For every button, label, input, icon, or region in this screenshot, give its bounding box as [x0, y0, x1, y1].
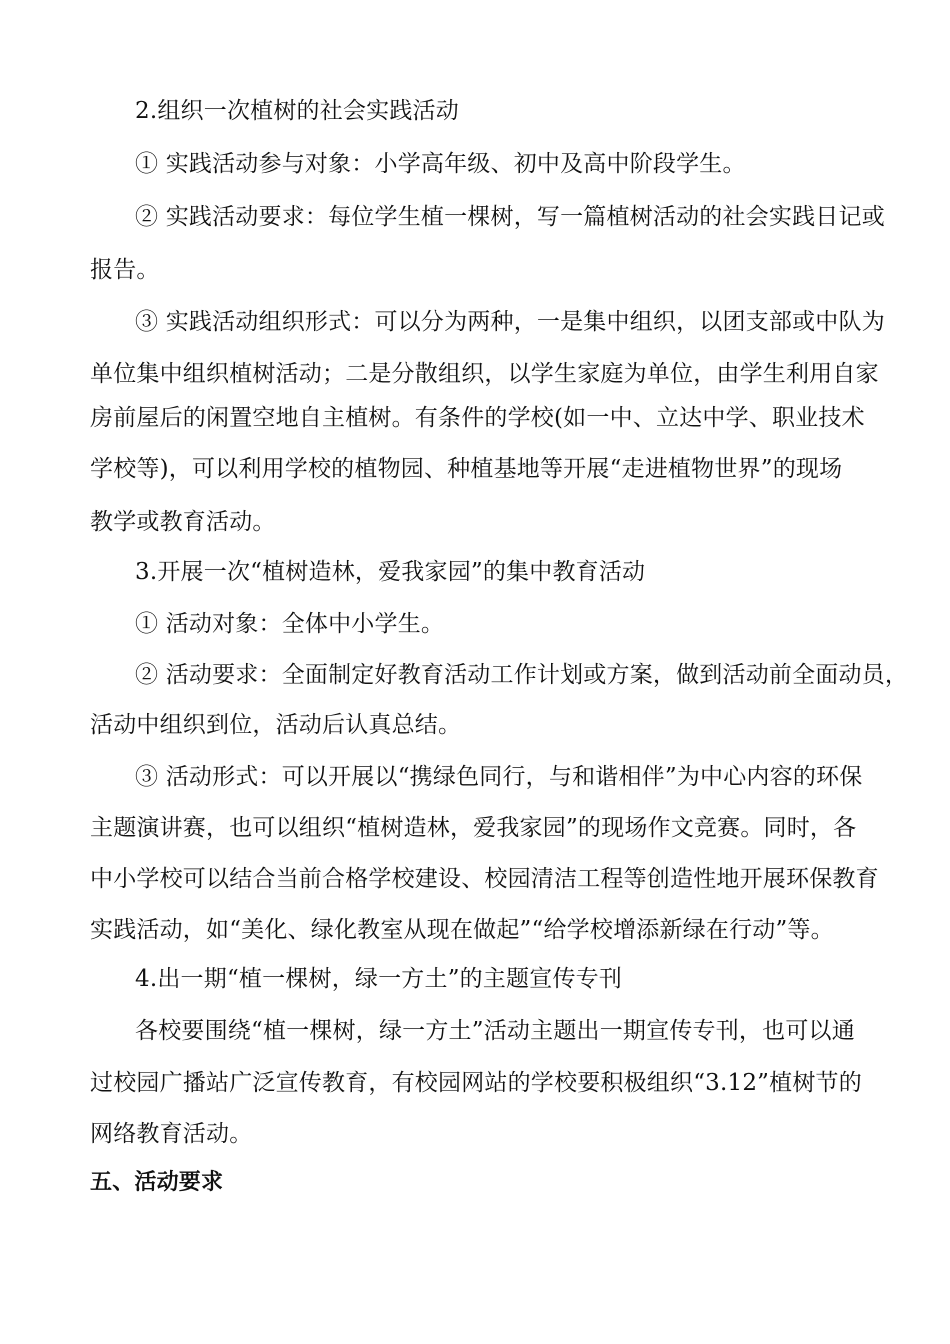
paragraph-line: 中小学校可以结合当前合格学校建设、校园清洁工程等创造性地开展环保教育	[90, 866, 879, 892]
paragraph-line: ③ 实践活动组织形式：可以分为两种，一是集中组织，以团支部或中队为	[135, 309, 885, 335]
paragraph-line: ① 活动对象：全体中小学生。	[135, 611, 445, 637]
paragraph-line: 主题演讲赛，也可以组织“植树造林，爱我家园”的现场作文竞赛。同时，各	[90, 815, 857, 841]
paragraph-line: 教学或教育活动。	[90, 509, 276, 535]
section-heading-activity-requirements: 五、活动要求	[90, 1170, 224, 1195]
paragraph-line: 实践活动，如“美化、绿化教室从现在做起”“给学校增添新绿在行动”等。	[90, 917, 834, 943]
subheading-promotion-issue: 4.出一期“植一棵树，绿一方土”的主题宣传专刊	[135, 966, 623, 992]
subheading-tree-planting-practice: 2.组织一次植树的社会实践活动	[135, 98, 459, 124]
paragraph-line: ② 实践活动要求：每位学生植一棵树，写一篇植树活动的社会实践日记或	[135, 204, 885, 230]
paragraph-line: 各校要围绕“植一棵树，绿一方土”活动主题出一期宣传专刊，也可以通	[135, 1018, 855, 1044]
paragraph-line: ③ 活动形式：可以开展以“携绿色同行，与和谐相伴”为中心内容的环保	[135, 764, 863, 790]
subheading-collective-education: 3.开展一次“植树造林，爱我家园”的集中教育活动	[135, 559, 646, 585]
paragraph-line: 房前屋后的闲置空地自主植树。有条件的学校(如一中、立达中学、职业技术	[90, 405, 865, 431]
paragraph-line: 活动中组织到位，活动后认真总结。	[90, 712, 462, 738]
paragraph-line: 报告。	[90, 257, 160, 283]
paragraph-line: 学校等)，可以利用学校的植物园、种植基地等开展“走进植物世界”的现场	[90, 456, 843, 482]
paragraph-line: 单位集中组织植树活动；二是分散组织，以学生家庭为单位，由学生利用自家	[90, 361, 879, 387]
paragraph-line: ② 活动要求：全面制定好教育活动工作计划或方案，做到活动前全面动员，	[135, 662, 909, 688]
paragraph-line: ① 实践活动参与对象：小学高年级、初中及高中阶段学生。	[135, 151, 746, 177]
paragraph-line: 过校园广播站广泛宣传教育，有校园网站的学校要积极组织“3.12”植树节的	[90, 1070, 862, 1096]
paragraph-line: 网络教育活动。	[90, 1121, 253, 1147]
